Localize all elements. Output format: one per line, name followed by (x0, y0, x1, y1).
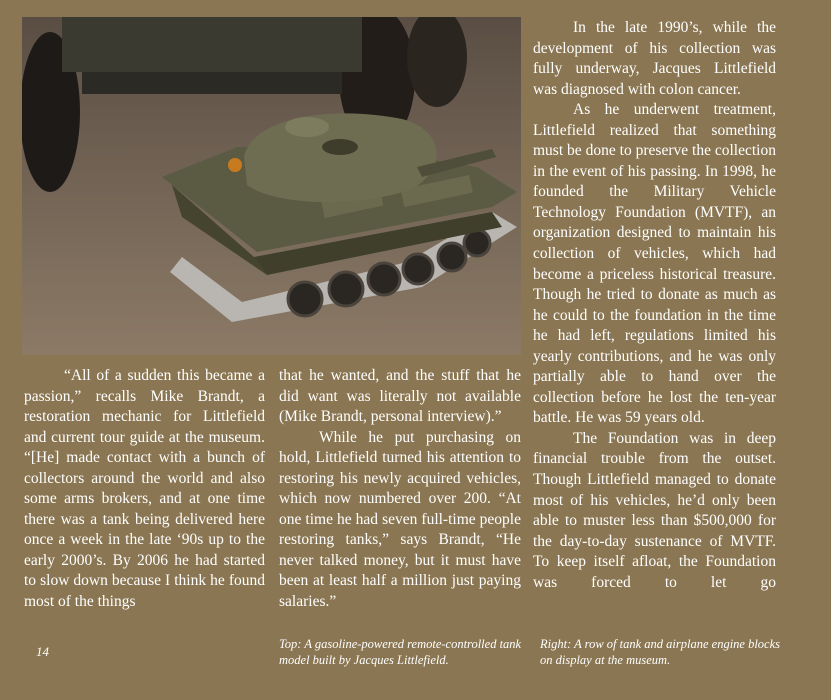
photo-caption-top: Top: A gasoline-powered remote-controlled tank model built by Jacques Littlefield. (279, 637, 522, 667)
paragraph: “All of a sudden this became a passion,” recalls Mike Brandt, a restoration mechanic for Littlefield and current tour guide at the museum. “[He] made contact with a bunch of collectors around the world and also some arms brokers, and at one time there was a tank being delivered here once a week in the late ‘90s up to the early 2000’s. By 2006 he had started to slow down because I think he found most of the things (24, 367, 265, 611)
article-column-3 (533, 18, 776, 593)
paragraph: While he put purchasing on hold, Littlefield turned his attention to restoring his newly acquired vehicles, which now numbered over 200. “At one time he had seven full-time people restoring tanks,” says Brandt, “He never talked money, but it must have been at least half a million just paying salaries.” (279, 428, 521, 611)
paragraph: In the late 1990’s, while the development of his collection was fully underway, Jacques Littlefield was diagnosed with colon cancer. (533, 19, 776, 98)
photo-caption-right: Right: A row of tank and airplane engine blocks on display at the museum. (540, 637, 781, 667)
paragraph: The Foundation was in deep financial trouble from the outset. Though Littlefield managed to donate most of his vehicles, he’d only been able to muster less than $500,000 for the day-to-day sustenance of MVTF. To keep itself afloat, the Foundation was forced to let go (533, 429, 776, 591)
tank-model-photo (22, 17, 521, 355)
paragraph: that he wanted, and the stuff that he did want was literally not available (Mike Brandt, personal interview).” (279, 367, 521, 426)
page-number: 14 (36, 644, 49, 659)
article-column-1 (24, 366, 265, 613)
paragraph: As he underwent treatment, Littlefield realized that something must be done to preserve the collection in the event of his passing. In 1998, he founded the Military Vehicle Technology Foundation (MVTF), an organization designed to maintain his collection of vehicles, which had become a priceless historical treasure. Though he tried to donate as much as he could to the foundation in the time he had left, regulations limited his yearly contributions, and he was only partially able to hand over the collection before he lost the ten-year battle. He was 59 years old. (533, 101, 776, 427)
tank-model-illustration (22, 17, 521, 355)
article-column-2 (279, 366, 521, 613)
